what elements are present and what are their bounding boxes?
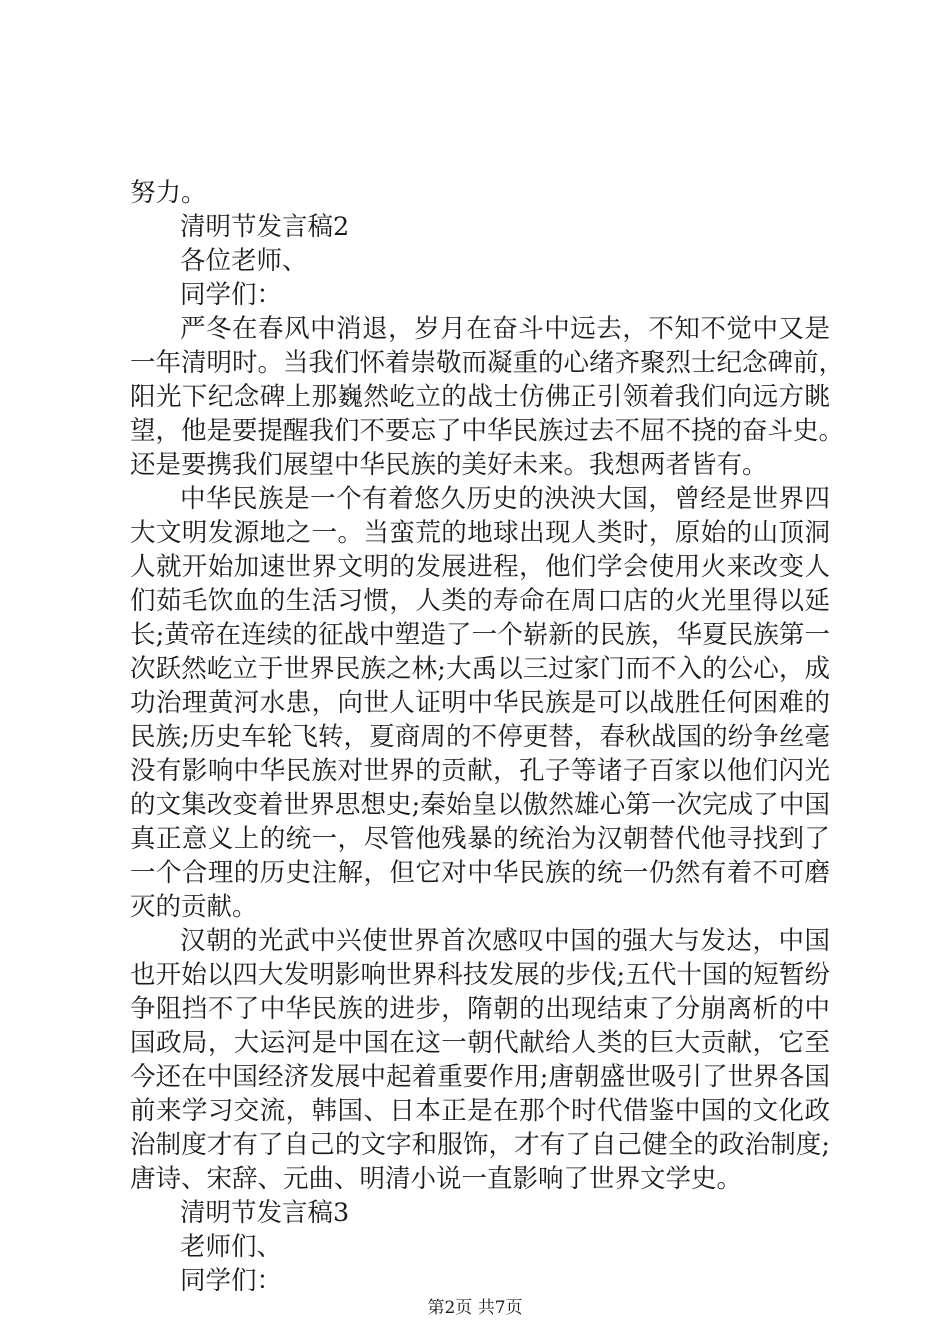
paragraph-line: 真正意义上的统一，尽管他残暴的统治为汉朝替代他寻找到了 bbox=[130, 824, 830, 854]
paragraph-line: 一年清明时。当我们怀着崇敬而凝重的心绪齐聚烈士纪念碑前， bbox=[130, 348, 845, 378]
paragraph-line: 望，他是要提醒我们不要忘了中华民族过去不屈不挠的奋斗史。 bbox=[130, 416, 845, 446]
paragraph-line: 前来学习交流，韩国、日本正是在那个时代借鉴中国的文化政 bbox=[130, 1096, 830, 1126]
section-heading: 清明节发言稿2 bbox=[180, 212, 350, 242]
paragraph-line: 次跃然屹立于世界民族之林;大禹以三过家门而不入的公心，成 bbox=[130, 654, 830, 684]
paragraph-line: 唐诗、宋辞、元曲、明清小说一直影响了世界文学史。 bbox=[130, 1164, 743, 1194]
paragraph-line: 人就开始加速世界文明的发展进程，他们学会使用火来改变人 bbox=[130, 552, 830, 582]
paragraph-line: 也开始以四大发明影响世界科技发展的步伐;五代十国的短暂纷 bbox=[130, 960, 830, 990]
paragraph-line: 民族;历史车轮飞转，夏商周的不停更替，春秋战国的纷争丝毫 bbox=[130, 722, 830, 752]
salutation-line: 同学们： bbox=[180, 280, 283, 310]
paragraph-line: 还是要携我们展望中华民族的美好未来。我想两者皆有。 bbox=[130, 450, 768, 480]
paragraph-line: 一个合理的历史注解，但它对中华民族的统一仍然有着不可磨 bbox=[130, 858, 830, 888]
paragraph-line: 国政局，大运河是中国在这一朝代献给人类的巨大贡献，它至 bbox=[130, 1028, 830, 1058]
salutation-line: 同学们： bbox=[180, 1266, 283, 1296]
paragraph-line: 灭的贡献。 bbox=[130, 892, 258, 922]
paragraph-line: 们茹毛饮血的生活习惯，人类的寿命在周口店的火光里得以延 bbox=[130, 586, 830, 616]
paragraph-line: 长;黄帝在连续的征战中塑造了一个崭新的民族，华夏民族第一 bbox=[130, 620, 830, 650]
paragraph-line: 的文集改变着世界思想史;秦始皇以傲然雄心第一次完成了中国 bbox=[130, 790, 830, 820]
section-heading: 清明节发言稿3 bbox=[180, 1198, 350, 1228]
paragraph-line: 阳光下纪念碑上那巍然屹立的战士仿佛正引领着我们向远方眺 bbox=[130, 382, 830, 412]
paragraph-line: 功治理黄河水患，向世人证明中华民族是可以战胜任何困难的 bbox=[130, 688, 830, 718]
page-footer: 第2页 共7页 bbox=[427, 1298, 523, 1318]
salutation-line: 各位老师、 bbox=[180, 246, 308, 276]
text-line: 努力。 bbox=[130, 178, 207, 208]
paragraph-line: 汉朝的光武中兴使世界首次感叹中国的强大与发达，中国 bbox=[180, 926, 830, 956]
paragraph-line: 严冬在春风中消退，岁月在奋斗中远去，不知不觉中又是 bbox=[180, 314, 830, 344]
paragraph-line: 没有影响中华民族对世界的贡献，孔子等诸子百家以他们闪光 bbox=[130, 756, 830, 786]
paragraph-line: 今还在中国经济发展中起着重要作用;唐朝盛世吸引了世界各国 bbox=[130, 1062, 830, 1092]
paragraph-line: 大文明发源地之一。当蛮荒的地球出现人类时，原始的山顶洞 bbox=[130, 518, 830, 548]
paragraph-line: 治制度才有了自己的文字和服饰，才有了自己健全的政治制度; bbox=[130, 1130, 830, 1160]
salutation-line: 老师们、 bbox=[180, 1232, 283, 1262]
paragraph-line: 争阻挡不了中华民族的进步，隋朝的出现结束了分崩离析的中 bbox=[130, 994, 830, 1024]
paragraph-line: 中华民族是一个有着悠久历史的泱泱大国，曾经是世界四 bbox=[180, 484, 830, 514]
